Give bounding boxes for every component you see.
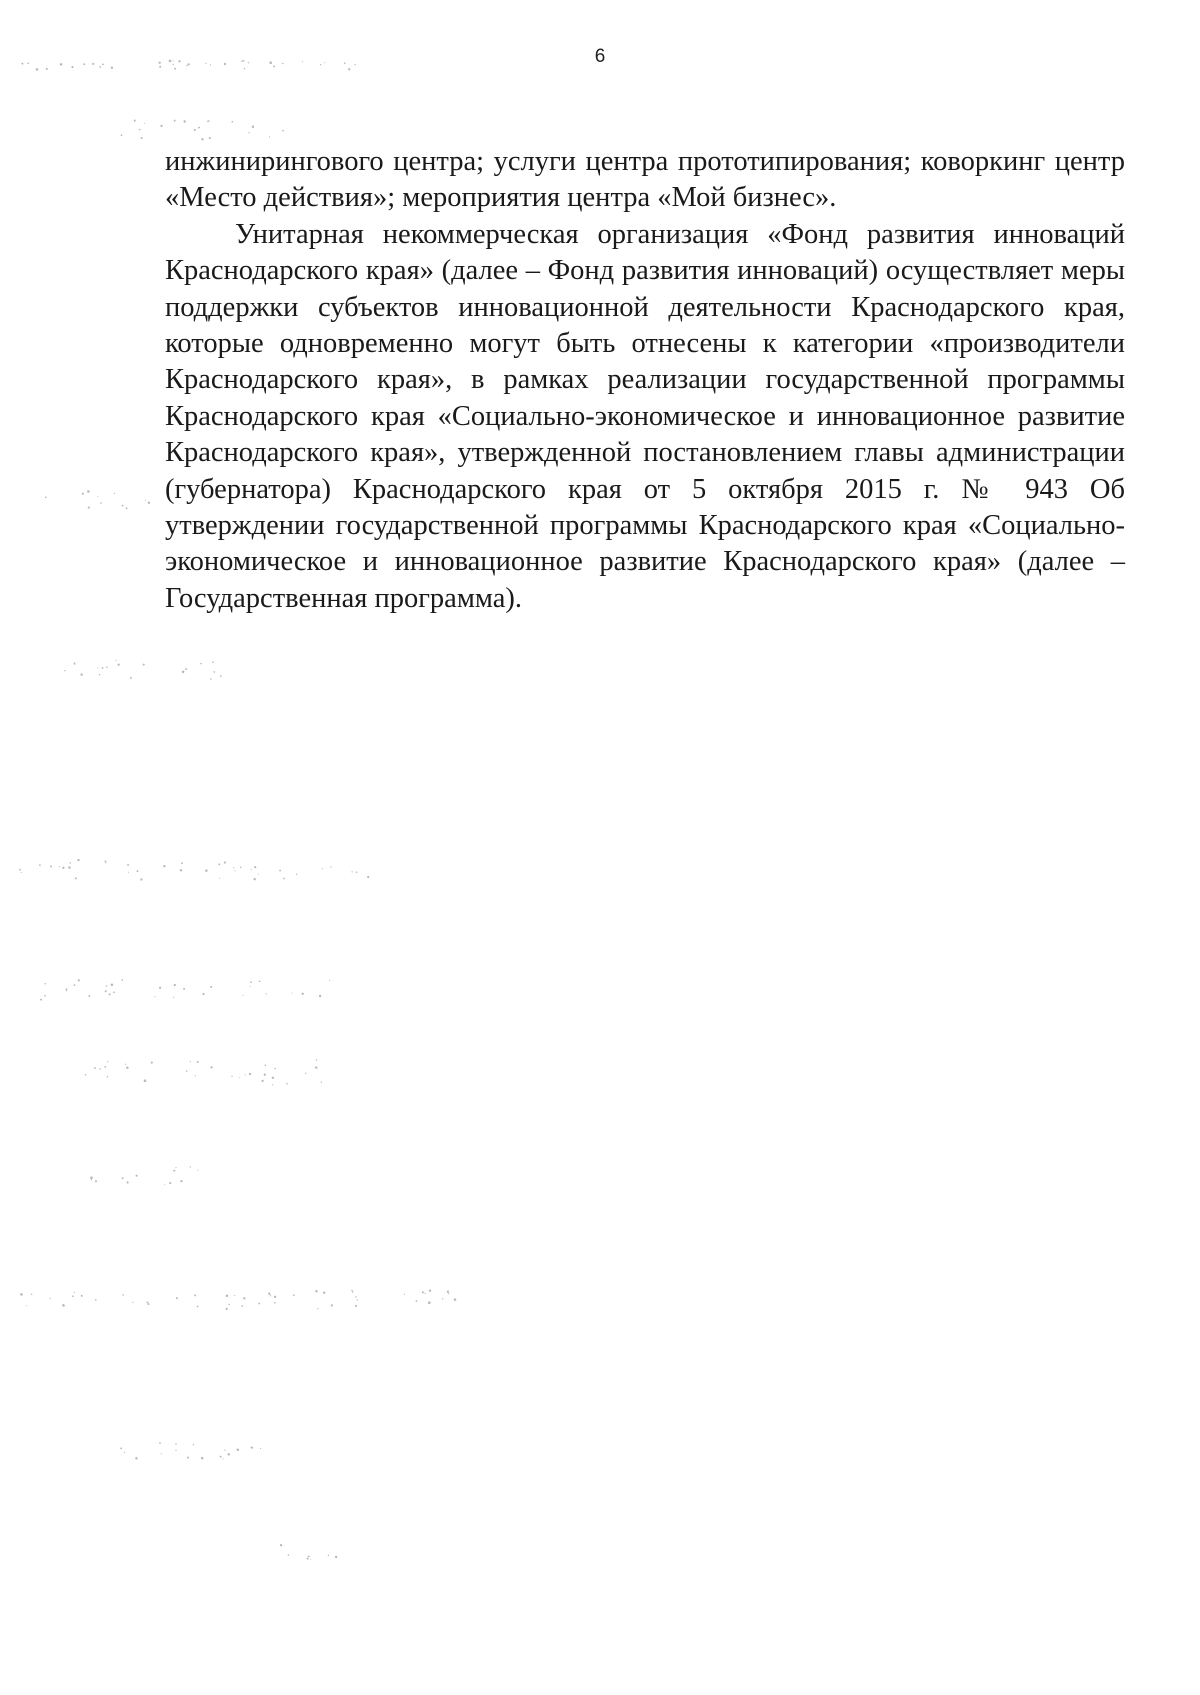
scan-speck — [268, 1293, 270, 1295]
scan-speck — [269, 136, 270, 137]
scan-speck — [66, 989, 67, 990]
scan-speck — [128, 872, 129, 873]
scan-speck — [19, 869, 21, 871]
scan-speck — [404, 1294, 405, 1295]
paragraph-continuation: инжинирингового центра; услуги центра прототипирования; коворкинг центр «Место действия»; мероприятия центра «Мой бизнес». — [165, 146, 1125, 214]
scan-speck — [202, 993, 204, 995]
scan-speck — [190, 1061, 191, 1062]
scan-speck — [91, 1179, 92, 1180]
scan-speck — [194, 1294, 196, 1296]
scan-speck — [209, 137, 211, 139]
scan-speck — [74, 664, 75, 665]
scan-speck — [260, 1448, 261, 1449]
scan-speck — [148, 502, 150, 504]
scan-speck — [329, 980, 330, 981]
scan-speck — [224, 1450, 225, 1451]
scan-speck — [291, 993, 292, 994]
scan-speck — [72, 1295, 74, 1297]
scan-speck — [173, 1170, 175, 1172]
scan-speck — [46, 68, 48, 70]
page-number: 6 — [594, 46, 606, 67]
scan-speck — [357, 1299, 358, 1300]
scan-speck — [174, 984, 176, 986]
scan-speck — [45, 497, 47, 499]
scan-speck — [266, 993, 267, 994]
scan-speck — [335, 1556, 337, 1558]
scan-speck — [195, 1075, 196, 1076]
scan-speck — [274, 1302, 276, 1304]
scan-speck — [118, 664, 120, 666]
scan-speck — [265, 1064, 267, 1066]
scan-speck — [173, 997, 174, 998]
scan-speck — [121, 134, 123, 136]
scan-speck — [220, 675, 222, 677]
scan-speck — [164, 1184, 165, 1185]
scan-speck — [429, 1290, 431, 1292]
scan-speck — [94, 1067, 96, 1069]
scan-speck — [234, 870, 235, 871]
scan-speck — [36, 68, 39, 71]
scan-speck — [316, 1059, 318, 1061]
scan-speck — [66, 990, 67, 991]
scan-speck — [212, 661, 214, 663]
scan-speck — [124, 1452, 125, 1453]
scan-speck — [21, 872, 22, 873]
scan-speck — [127, 1181, 129, 1183]
scan-speck — [258, 874, 259, 875]
scan-speck — [197, 1306, 199, 1308]
scan-speck — [70, 862, 72, 864]
scan-speck — [154, 996, 155, 997]
scan-speck — [68, 866, 70, 868]
scan-speck — [264, 1073, 266, 1075]
scan-speck — [194, 129, 196, 131]
scan-speck — [190, 1166, 191, 1167]
scan-speck — [144, 123, 145, 124]
scan-speck — [355, 1296, 356, 1297]
scan-speck — [88, 995, 90, 997]
scan-speck — [126, 507, 128, 509]
scan-speck — [207, 121, 209, 123]
scan-speck — [183, 988, 185, 990]
scan-speck — [175, 1167, 176, 1168]
scan-speck — [62, 1304, 64, 1306]
scan-speck — [44, 995, 46, 997]
scan-speck — [356, 871, 358, 873]
scan-speck — [244, 68, 245, 69]
scan-speck — [97, 667, 98, 668]
scan-speck — [132, 1302, 133, 1303]
scan-speck — [174, 68, 176, 70]
scan-speck — [145, 500, 146, 501]
scan-speck — [51, 867, 52, 868]
scan-speck — [442, 1298, 443, 1299]
scan-speck — [259, 980, 261, 982]
scan-speck — [210, 1066, 212, 1068]
scan-speck — [197, 1061, 199, 1063]
scan-speck — [229, 1304, 230, 1305]
scan-speck — [175, 1443, 177, 1445]
scan-speck — [274, 1296, 276, 1298]
scan-speck — [200, 663, 202, 665]
scan-speck — [222, 1458, 223, 1459]
scan-speck — [77, 859, 79, 861]
scan-speck — [46, 69, 47, 70]
scan-speck — [97, 496, 98, 497]
scan-speck — [136, 1175, 138, 1177]
scan-speck — [224, 862, 226, 864]
scan-speck — [134, 121, 135, 122]
scan-speck — [210, 986, 212, 988]
scan-speck — [270, 1295, 271, 1296]
scan-speck — [308, 1555, 310, 1557]
scan-speck — [293, 1294, 295, 1296]
scan-speck — [219, 878, 220, 879]
scan-speck — [105, 990, 107, 992]
scan-speck — [99, 674, 100, 675]
scan-speck — [220, 1456, 222, 1458]
scan-speck — [307, 1558, 309, 1560]
scan-speck — [143, 664, 145, 666]
scan-speck — [100, 1068, 101, 1069]
scan-speck — [109, 993, 111, 995]
scan-speck — [116, 660, 117, 661]
scan-speck — [282, 130, 284, 132]
scan-speck — [322, 868, 323, 869]
scan-speck — [169, 1182, 171, 1184]
scan-speck — [262, 1080, 264, 1082]
scan-speck — [251, 869, 252, 870]
scan-speck — [348, 68, 350, 70]
scan-speck — [243, 1297, 245, 1299]
scan-speck — [95, 1180, 97, 1182]
scan-speck — [315, 1066, 317, 1068]
scan-speck — [176, 1297, 178, 1299]
scan-speck — [107, 1061, 108, 1062]
scan-speck — [122, 1177, 124, 1179]
scan-speck — [120, 1447, 122, 1449]
scan-speck — [213, 671, 215, 673]
scan-speck — [226, 1295, 229, 1298]
scan-speck — [252, 126, 254, 128]
scan-speck — [218, 863, 220, 865]
scan-speck — [130, 677, 132, 679]
scan-speck — [249, 1073, 251, 1075]
scan-speck — [310, 1559, 311, 1560]
scan-speck — [280, 1544, 282, 1546]
scan-speck — [95, 1299, 97, 1301]
scan-speck — [82, 493, 84, 495]
scan-speck — [328, 1555, 329, 1556]
scan-speck — [20, 1293, 22, 1295]
scan-speck — [74, 1292, 75, 1293]
scan-speck — [302, 993, 304, 995]
scan-speck — [321, 1082, 322, 1083]
scan-speck — [180, 1180, 182, 1182]
scan-speck — [248, 132, 249, 133]
scan-speck — [121, 979, 123, 981]
scan-speck — [228, 1453, 230, 1455]
scan-speck — [448, 1293, 449, 1294]
scan-speck — [175, 1450, 176, 1451]
scan-speck — [272, 1077, 274, 1079]
scan-speck — [104, 1066, 106, 1068]
scan-speck — [85, 1074, 87, 1076]
scan-speck — [74, 662, 76, 664]
scan-speck — [148, 503, 149, 504]
scan-speck — [40, 999, 42, 1001]
scan-speck — [39, 864, 41, 866]
scan-speck — [250, 986, 251, 987]
scan-speck — [100, 502, 102, 504]
scan-speck — [254, 866, 256, 868]
scan-speck — [62, 867, 64, 869]
scan-speck — [245, 1074, 246, 1075]
scan-speck — [137, 870, 139, 872]
scan-speck — [59, 866, 60, 867]
scan-speck — [136, 1457, 137, 1458]
scan-speck — [243, 995, 244, 996]
scan-speck — [66, 988, 68, 990]
scan-speck — [424, 1293, 425, 1294]
scan-speck — [454, 1298, 457, 1301]
scan-speck — [205, 869, 208, 872]
scan-speck — [279, 870, 281, 872]
scan-speck — [447, 1291, 449, 1293]
scan-speck — [163, 865, 165, 867]
scan-speck — [254, 878, 256, 880]
scan-speck — [251, 1446, 253, 1448]
scan-speck — [125, 1064, 126, 1065]
scan-speck — [159, 1442, 161, 1444]
scan-speck — [106, 666, 108, 668]
scan-speck — [122, 1294, 124, 1296]
scan-speck — [237, 1449, 240, 1452]
scan-speck — [111, 984, 114, 987]
scan-speck — [428, 1301, 431, 1304]
scan-speck — [90, 1176, 93, 1179]
scan-speck — [416, 1300, 418, 1302]
scan-speck — [134, 119, 136, 121]
scan-speck — [75, 877, 77, 879]
scan-speck — [210, 678, 212, 680]
scan-speck — [233, 867, 234, 868]
scan-speck — [315, 1290, 317, 1292]
scan-speck — [135, 1457, 137, 1459]
scan-speck — [198, 127, 200, 129]
scan-speck — [226, 1308, 228, 1310]
scan-speck — [272, 1084, 273, 1085]
scan-speck — [331, 1304, 333, 1306]
scan-speck — [80, 673, 82, 675]
scan-speck — [274, 1068, 276, 1070]
scan-speck — [283, 878, 285, 880]
scan-speck — [183, 988, 184, 989]
scan-speck — [144, 1079, 147, 1082]
scan-speck — [319, 995, 321, 997]
scan-speck — [184, 120, 186, 122]
scan-speck — [31, 1294, 32, 1295]
scan-speck — [78, 979, 80, 981]
scan-speck — [141, 137, 143, 139]
scan-speck — [201, 1457, 204, 1460]
scan-speck — [147, 1301, 149, 1303]
scan-speck — [126, 1067, 128, 1069]
scan-speck — [81, 1295, 83, 1297]
scan-speck — [160, 125, 162, 127]
scan-speck — [367, 876, 369, 878]
scan-speck — [45, 983, 46, 984]
scan-speck — [113, 991, 115, 993]
scan-speck — [352, 1291, 354, 1293]
scan-speck — [201, 138, 203, 140]
scan-speck — [240, 867, 241, 868]
scan-speck — [330, 866, 331, 867]
scan-speck — [241, 1305, 243, 1307]
scan-speck — [193, 1444, 194, 1445]
scan-speck — [159, 987, 161, 989]
scan-speck — [186, 1070, 188, 1072]
scan-speck — [105, 862, 107, 864]
scan-speck — [182, 671, 185, 674]
scan-speck — [106, 985, 108, 987]
scan-speck — [351, 871, 352, 872]
scan-speck — [50, 865, 52, 867]
scan-speck — [122, 505, 124, 507]
scan-speck — [355, 1305, 357, 1307]
scan-speck — [317, 1308, 318, 1309]
scan-speck — [187, 1457, 189, 1459]
scan-speck — [151, 1062, 153, 1064]
scan-speck — [107, 1076, 108, 1077]
scan-speck — [161, 1453, 162, 1454]
scan-speck — [234, 1295, 235, 1296]
scan-speck — [422, 1291, 424, 1293]
scan-speck — [105, 860, 107, 862]
scan-speck — [174, 120, 176, 122]
scan-speck — [148, 1303, 150, 1305]
document-body — [165, 144, 1125, 617]
scan-speck — [50, 1298, 51, 1299]
scan-speck — [286, 1083, 288, 1085]
scan-speck — [239, 1077, 240, 1078]
scan-speck — [62, 1304, 63, 1305]
scan-speck — [305, 1073, 306, 1074]
scan-speck — [64, 670, 65, 671]
scan-speck — [87, 490, 90, 493]
scan-speck — [185, 668, 187, 670]
scan-speck — [20, 1293, 23, 1296]
scan-speck — [139, 129, 141, 131]
scan-speck — [288, 1554, 290, 1556]
scan-speck — [208, 120, 209, 121]
scan-speck — [258, 1303, 260, 1305]
scan-speck — [26, 1305, 27, 1306]
scan-speck — [140, 878, 142, 880]
scan-speck — [351, 1290, 353, 1292]
scan-speck — [102, 667, 104, 669]
scan-speck — [296, 873, 297, 874]
paragraph-fund-description: Унитарная некоммерческая организация «Фонд развития инноваций Краснодарского края» (далее – Фонд развития инноваций) осуществляет меры поддержки субъектов инновационной деятельности Краснодарского края, которые одновременно могут быть отнесены к категории «производители Краснодарского края», в рамках реализации государственной программы Краснодарского края «Социально-экономическое и инновационное развитие Краснодарского края», утвержденной постановлением главы администрации (губернатора) Краснодарского края от 5 октября 2015 г. № 943 Об утверждении государственной программы Краснодарского края «Социально-экономическое и инновационное развитие Краснодарского края» (далее – Государственная программа). — [165, 218, 1125, 614]
scan-speck — [197, 1170, 198, 1171]
scan-speck — [231, 1076, 232, 1077]
scan-speck — [114, 493, 115, 494]
scan-speck — [74, 984, 76, 986]
scan-speck — [250, 981, 252, 983]
scan-speck — [180, 869, 182, 871]
scan-speck — [181, 862, 183, 864]
scan-speck — [127, 864, 129, 866]
scan-speck — [88, 507, 90, 509]
scan-speck — [323, 1292, 325, 1294]
scan-speck — [231, 121, 233, 123]
